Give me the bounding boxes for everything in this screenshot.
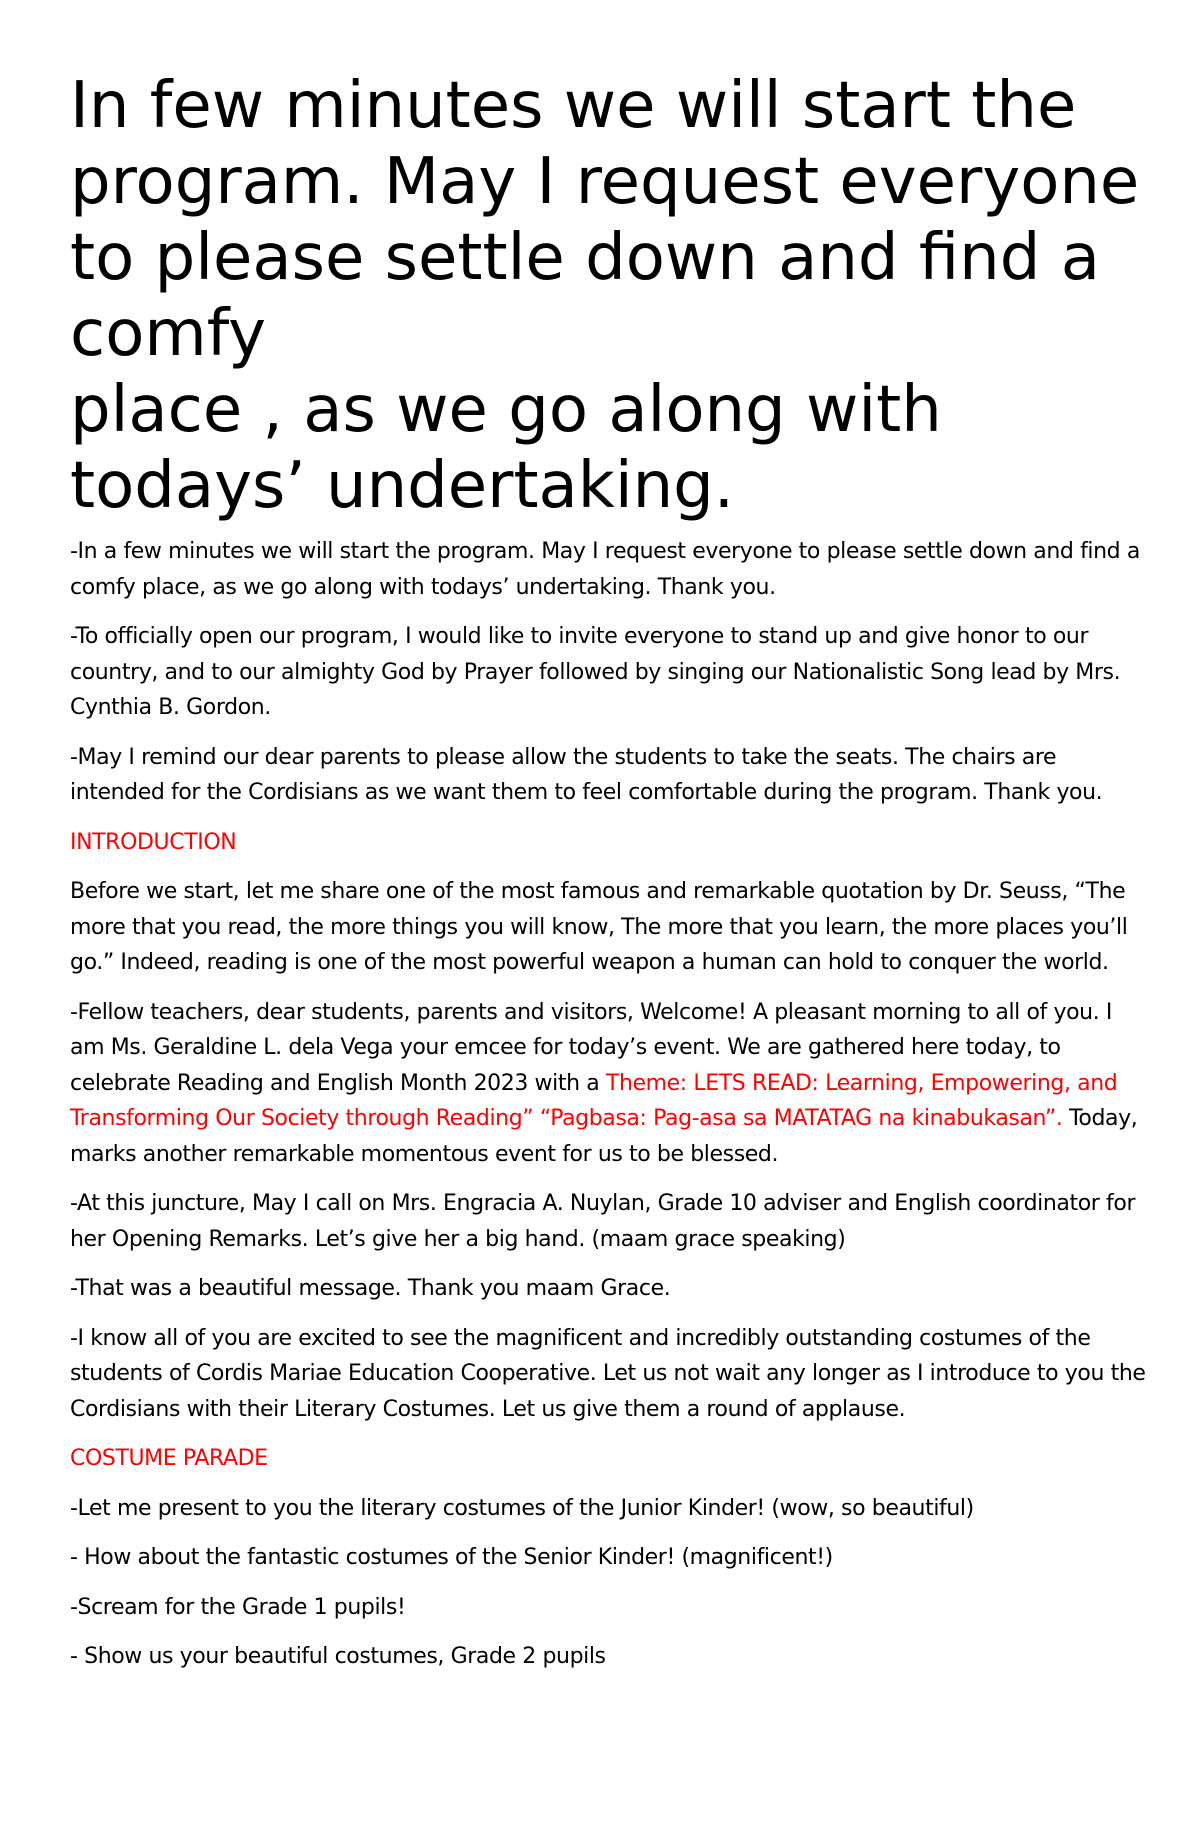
paragraph-thank-you: -That was a beautiful message. Thank you maam Grace. — [70, 1276, 671, 1301]
theme-text: Theme: LETS READ: Learning, Empowering, and Transforming Our Society through Reading” “Pagbasa: Pag-asa sa MATATAG na kinabukasan”. — [70, 1070, 1118, 1131]
paragraph-grade-1: -Scream for the Grade 1 pupils! — [70, 1594, 406, 1620]
paragraph-seuss-quote: Before we start, let me share one of the most famous and remarkable quotation by Dr. Seuss, “The more that you read, the more things you will know, The more that you learn, the more places you’ll go.” Indeed, reading is one of the most powerful weapon a human can hold to conquer the world. — [70, 879, 1128, 975]
greeting-text: -Fellow teachers, dear students, parents and visitors, Welcome! A pleasant morning to all of you. I am Ms. Geraldine L. dela Vega your emcee for today’s event. We are gathered here today, to celebrate Reading and English Month 2023 with a — [70, 999, 1112, 1096]
body-text — [70, 534, 1150, 1675]
paragraph-opening-remarks: -At this juncture, May I call on Mrs. Engracia A. Nuylan, Grade 10 adviser and English coordinator for her Opening Remarks. Let’s give her a big hand. (maam grace speaking) — [70, 1191, 1136, 1252]
document-page — [70, 68, 1150, 1689]
paragraph-grade-2: - Show us your beautiful costumes, Grade 2 pupils — [70, 1644, 606, 1669]
paragraph-emcee-greeting — [70, 995, 1150, 1173]
paragraph-costume-intro: -I know all of you are excited to see the magnificent and incredibly outstanding costumes of the students of Cordis Mariae Education Cooperative. Let us not wait any longer as I introduce to you the Cordisians with their Literary Costumes. Let us give them a round of applause. — [70, 1325, 1146, 1422]
headline: In few minutes we will start the program. May I request everyone to please settle down and find a comfy place , as we go along with todays’ undertaking. — [70, 69, 1140, 523]
paragraph-welcome: -In a few minutes we will start the program. May I request everyone to please settle down and find a comfy place, as we go along with todays’ undertaking. Thank you. — [70, 539, 1140, 600]
paragraph-opening-prayer: -To officially open our program, I would like to invite everyone to stand up and give honor to our country, and to our almighty God by Prayer followed by singing our Nationalistic Song lead by Mrs. Cynthia B. Gordon. — [70, 624, 1121, 720]
section-heading-costume-parade: COSTUME PARADE — [70, 1446, 268, 1471]
paragraph-junior-kinder: -Let me present to you the literary costumes of the Junior Kinder! (wow, so beautiful) — [70, 1495, 974, 1521]
section-heading-introduction: INTRODUCTION — [70, 829, 237, 855]
paragraph-senior-kinder: - How about the fantastic costumes of the Senior Kinder! (magnificent!) — [70, 1545, 833, 1570]
greeting-text-end: Today, marks another remarkable momentous event for us to be blessed. — [70, 1106, 1138, 1167]
paragraph-seating-reminder: -May I remind our dear parents to please allow the students to take the seats. The chairs are intended for the Cordisians as we want them to feel comfortable during the program. Thank you. — [70, 744, 1103, 805]
